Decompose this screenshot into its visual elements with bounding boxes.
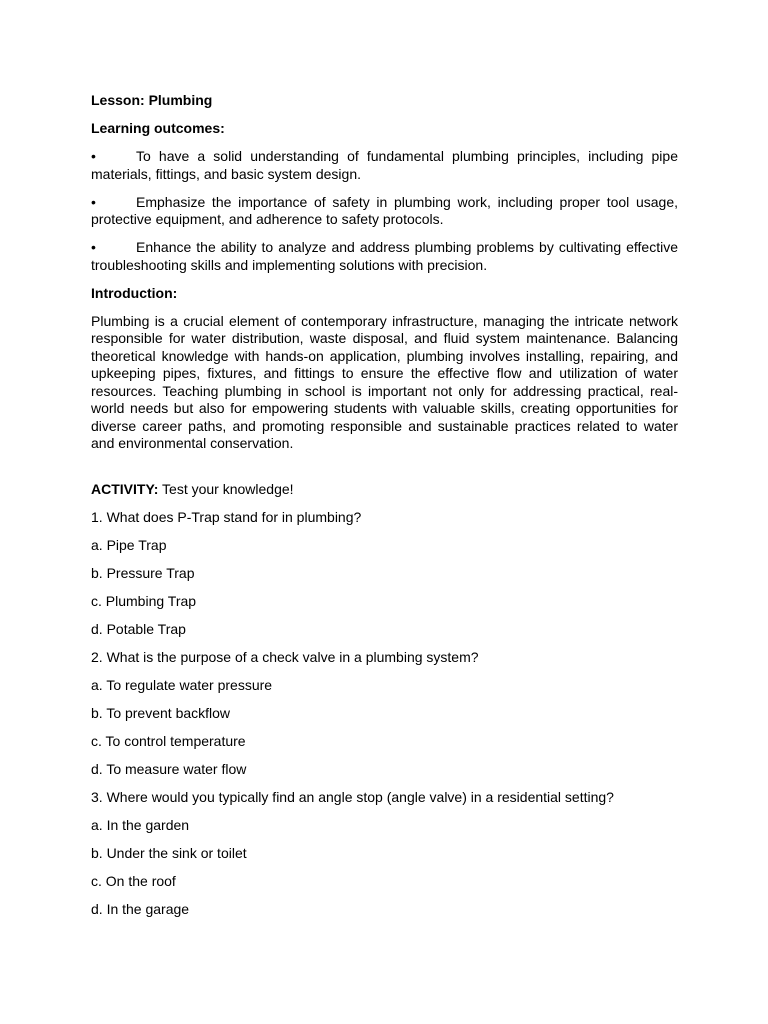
answer-option: b. Under the sink or toilet <box>91 844 247 861</box>
outcome-item <box>91 148 678 183</box>
outcome-item <box>91 194 678 229</box>
outcomes-heading: Learning outcomes: <box>91 120 225 136</box>
answer-option: a. Pipe Trap <box>91 536 167 553</box>
bullet-icon: • <box>91 239 96 255</box>
question-block <box>91 509 678 639</box>
answer-option: c. To control temperature <box>91 732 246 749</box>
answer-option: b. Pressure Trap <box>91 564 195 581</box>
introduction-paragraph: Plumbing is a crucial element of contemporary infrastructure, managing the intricate network responsible for water distribution, waste disposal, and fluid system maintenance. Balancing theoretical knowledge with hands-on application, plumbing involves installing, repairing, and upkeeping pipes, fixtures, and fittings to ensure the effective flow and utilization of water resources. Teaching plumbing in school is important not only for addressing practical, real-world needs but also for empowering students with valuable skills, creating opportunities for diverse career paths, and promoting responsible and sustainable practices related to water and environmental conservation. <box>91 312 678 451</box>
answer-option: d. Potable Trap <box>91 620 186 637</box>
activity-line <box>91 481 678 499</box>
answer-option: b. To prevent backflow <box>91 704 231 721</box>
question-text: 1. What does P-Trap stand for in plumbing? <box>91 508 362 525</box>
outcomes-list <box>91 148 678 274</box>
answer-option: a. In the garden <box>91 816 190 833</box>
outcome-text: Emphasize the importance of safety in plumbing work, including proper tool usage, protective equipment, and adherence to safety protocols. <box>91 193 678 227</box>
question-text: 3. Where would you typically find an angle stop (angle valve) in a residential setting? <box>91 788 614 805</box>
outcome-text: To have a solid understanding of fundamental plumbing principles, including pipe materials, fittings, and basic system design. <box>91 148 678 182</box>
activity-label: ACTIVITY: <box>91 480 159 497</box>
question-block <box>91 789 678 919</box>
question-block <box>91 649 678 779</box>
answer-option: d. To measure water flow <box>91 760 247 777</box>
bullet-icon: • <box>91 148 96 164</box>
lesson-title: Lesson: Plumbing <box>91 92 213 108</box>
activity-text: Test your knowledge! <box>158 480 294 497</box>
answer-option: c. Plumbing Trap <box>91 592 197 609</box>
question-text: 2. What is the purpose of a check valve in a plumbing system? <box>91 648 479 665</box>
document-page <box>91 92 678 929</box>
outcome-item <box>91 239 678 274</box>
outcome-text: Enhance the ability to analyze and address plumbing problems by cultivating effective troubleshooting skills and implementing solutions with precision. <box>91 239 678 273</box>
answer-option: a. To regulate water pressure <box>91 676 273 693</box>
introduction-heading: Introduction: <box>91 284 178 301</box>
answer-option: c. On the roof <box>91 872 176 889</box>
bullet-icon: • <box>91 193 96 210</box>
answer-option: d. In the garage <box>91 900 190 917</box>
